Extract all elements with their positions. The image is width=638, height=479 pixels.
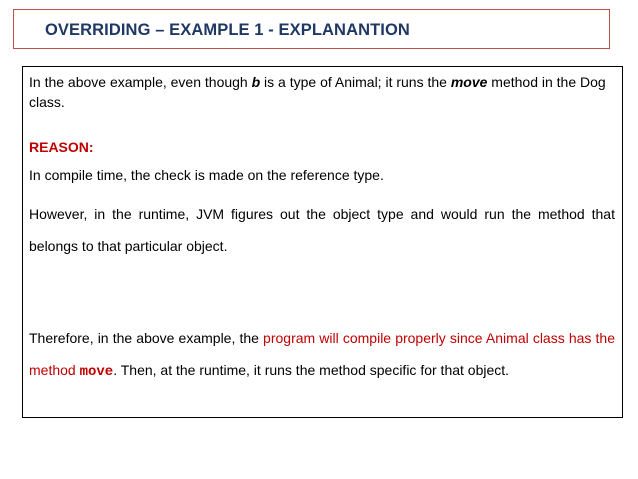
variable-b: b	[251, 74, 261, 90]
method-move: move	[450, 74, 488, 90]
intro-text-3: method in the Dog class.	[29, 74, 606, 110]
code-move: move	[79, 364, 114, 380]
runtime-paragraph: However, in the runtime, JVM figures out the object type and would run the method that belongs to that particular object.	[29, 206, 615, 254]
slide-title: OVERRIDING – EXAMPLE 1 - EXPLANANTION	[45, 21, 410, 39]
conclusion-red-text: program will compile properly since Animal class has the method	[29, 330, 615, 378]
conclusion-text-1: Therefore, in the above example, the	[29, 330, 264, 346]
intro-text-2: is a type of Animal; it runs the	[260, 74, 451, 90]
compile-time-line: In compile time, the check is made on the reference type.	[29, 167, 384, 183]
intro-paragraph	[29, 72, 615, 112]
reason-label: REASON:	[29, 139, 94, 155]
title-box	[13, 9, 610, 49]
content-box	[22, 66, 623, 418]
conclusion-text-2: . Then, at the runtime, it runs the method specific for that object.	[113, 362, 510, 378]
intro-text-1: In the above example, even though	[29, 74, 252, 90]
conclusion-paragraph	[29, 322, 615, 388]
